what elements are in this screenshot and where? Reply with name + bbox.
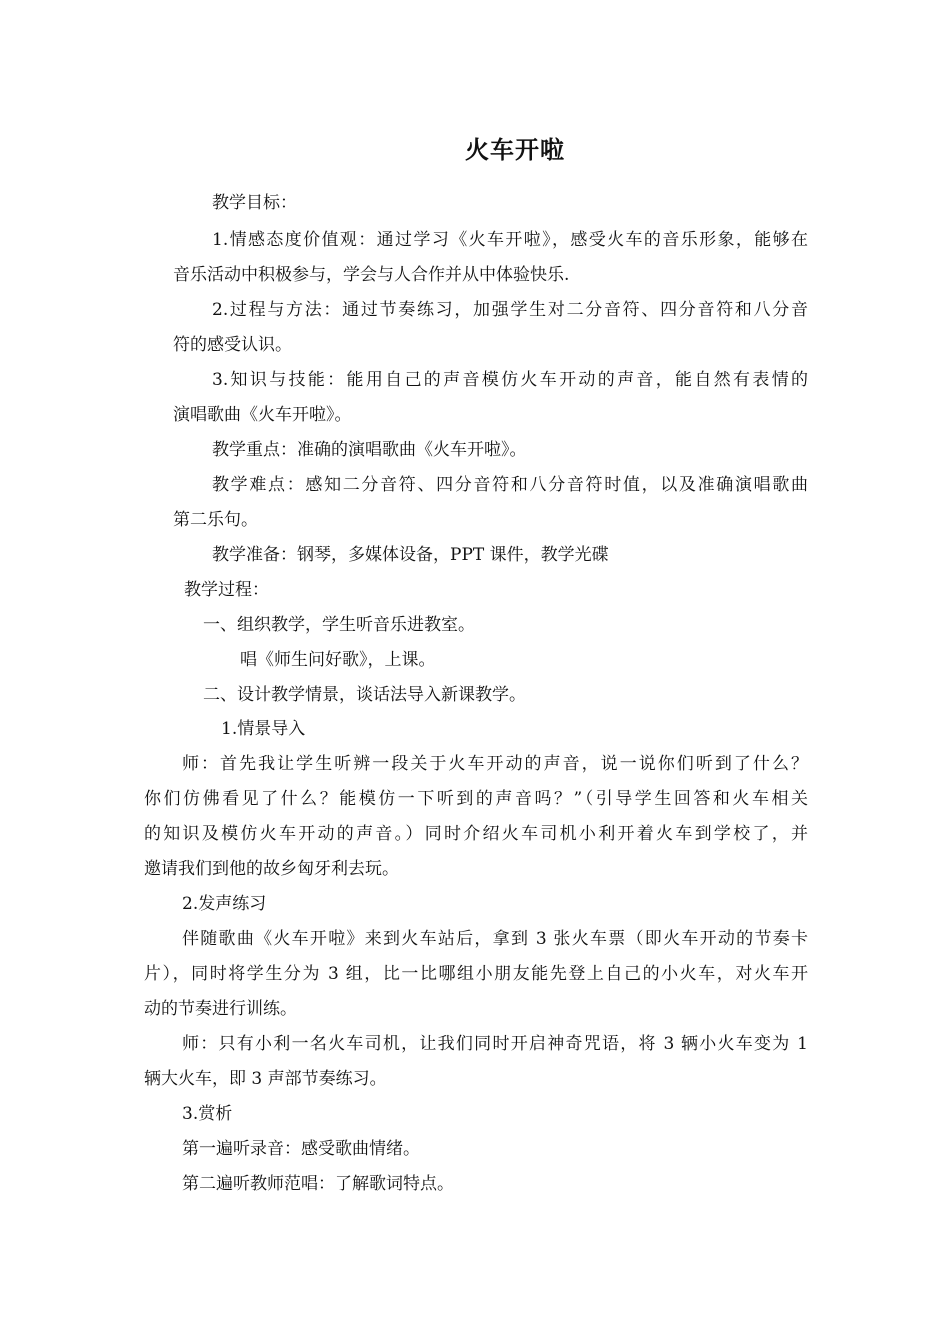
text-line-difficulty-b: 第二乐句。 [173,510,258,530]
document-title: 火车开啦 [465,136,565,164]
text-line-subheading-1: 1.情景导入 [221,719,306,739]
text-line-difficulty-a: 教学难点：感知二分音符、四分音符和八分音符时值，以及准确演唱歌曲 [212,475,808,495]
text-line-paragraph-3a: 师：只有小利一名火车司机，让我们同时开启神奇咒语，将 3 辆小火车变为 1 [182,1034,808,1054]
text-line-objectives-heading: 教学目标： [212,193,297,213]
text-line-subheading-3: 3.赏析 [182,1104,233,1124]
text-line-paragraph-1c: 的知识及模仿火车开动的声音。）同时介绍火车司机小利开着火车到学校了，并 [144,824,808,844]
text-line-paragraph-1b: 你们仿佛看见了什么？能模仿一下听到的声音吗？”（引导学生回答和火车相关 [144,789,808,809]
text-line-listen-2: 第二遍听教师范唱：了解歌词特点。 [182,1174,454,1194]
text-line-step-1: 一、组织教学，学生听音乐进教室。 [203,615,475,635]
text-line-objective-3b: 演唱歌曲《火车开啦》。 [173,405,352,425]
text-line-objective-1a: 1.情感态度价值观：通过学习《火车开啦》，感受火车的音乐形象，能够在 [212,230,808,250]
text-line-listen-1: 第一遍听录音：感受歌曲情绪。 [182,1139,420,1159]
text-line-subheading-2: 2.发声练习 [182,894,267,914]
text-line-step-1-detail: 唱《师生问好歌》，上课。 [240,650,436,670]
text-line-objective-1b: 音乐活动中积极参与，学会与人合作并从中体验快乐. [173,265,570,285]
text-line-objective-3a: 3.知识与技能：能用自己的声音模仿火车开动的声音，能自然有表情的 [212,370,808,390]
text-line-paragraph-2b: 片），同时将学生分为 3 组，比一比哪组小朋友能先登上自己的小火车，对火车开 [144,964,808,984]
text-line-paragraph-3b: 辆大火车，即 3 声部节奏练习。 [144,1069,387,1089]
text-line-key-point: 教学重点：准确的演唱歌曲《火车开啦》。 [212,440,527,460]
text-line-preparation: 教学准备：钢琴，多媒体设备，PPT 课件，教学光碟 [212,545,609,565]
text-line-objective-2b: 符的感受认识。 [173,335,292,355]
text-line-paragraph-2a: 伴随歌曲《火车开啦》来到火车站后，拿到 3 张火车票（即火车开动的节奏卡 [182,929,808,949]
text-line-objective-2a: 2.过程与方法：通过节奏练习，加强学生对二分音符、四分音符和八分音 [212,300,808,320]
text-line-paragraph-1a: 师：首先我让学生听辨一段关于火车开动的声音，说一说你们听到了什么？ [182,754,808,774]
text-line-paragraph-1d: 邀请我们到他的故乡匈牙利去玩。 [144,859,399,879]
text-line-paragraph-2c: 动的节奏进行训练。 [144,999,297,1019]
text-line-process-heading: 教学过程： [184,580,269,600]
text-line-step-2: 二、设计教学情景，谈话法导入新课教学。 [203,685,526,705]
